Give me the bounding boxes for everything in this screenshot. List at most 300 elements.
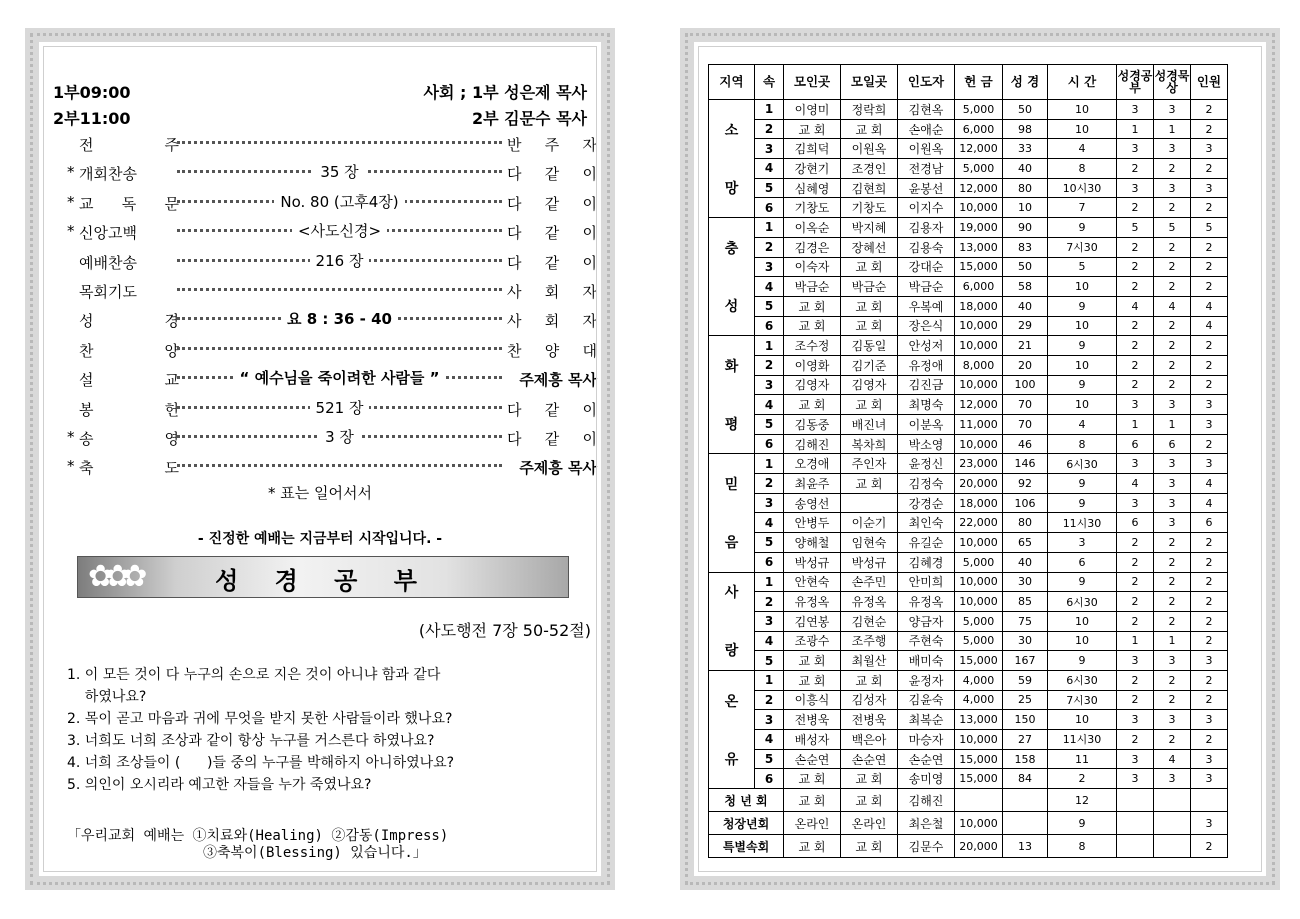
motto-line-1: 「우리교회 예배는 ①치료와(Healing) ②감동(Impress): [67, 828, 449, 844]
table-cell: 이분옥: [898, 415, 955, 435]
table-row: [709, 119, 1228, 139]
table-cell: 3: [1117, 493, 1154, 513]
table-cell: 2: [1191, 835, 1228, 858]
table-cell: 70: [1003, 415, 1048, 435]
table-cell: 5: [1191, 218, 1228, 238]
table-cell: 30: [1003, 631, 1048, 651]
table-cell: 158: [1003, 749, 1048, 769]
table-cell: 배진녀: [841, 415, 898, 435]
table-cell: 10,000: [955, 375, 1003, 395]
table-cell: 10시30: [1048, 178, 1117, 198]
table-cell: 3: [1154, 178, 1191, 198]
table-cell: 6: [1117, 513, 1154, 533]
table-cell: 김희덕: [784, 139, 841, 159]
table-cell: 3: [1191, 812, 1228, 835]
table-cell: 2: [1191, 611, 1228, 631]
service-time-1: 1부09:00: [53, 83, 131, 102]
table-cell: 3: [1154, 100, 1191, 120]
table-cell: 40: [1003, 552, 1048, 572]
table-cell: 2: [1048, 769, 1117, 789]
order-detail: 3 장: [177, 426, 502, 447]
group-name: 청장년회: [709, 812, 784, 835]
table-cell: 3: [1191, 710, 1228, 730]
cell-group-table: [708, 64, 1228, 858]
table-row: [709, 434, 1228, 454]
table-row: [709, 592, 1228, 612]
order-row: [67, 365, 597, 394]
table-cell: 기창도: [784, 198, 841, 218]
table-cell: 18,000: [955, 296, 1003, 316]
table-cell: 9: [1048, 493, 1117, 513]
table-cell: 온라인: [841, 812, 898, 835]
table-cell: 106: [1003, 493, 1048, 513]
table-cell: 20,000: [955, 835, 1003, 858]
table-cell: 4,000: [955, 690, 1003, 710]
table-row: [709, 178, 1228, 198]
table-cell: 2: [1154, 611, 1191, 631]
table-cell: 10: [1048, 611, 1117, 631]
table-cell: 교 회: [841, 316, 898, 336]
table-cell: 2: [1191, 355, 1228, 375]
table-cell: 2: [1191, 375, 1228, 395]
table-cell: 3: [1191, 139, 1228, 159]
region-name: 온 유: [709, 670, 755, 788]
table-cell: 1: [1117, 415, 1154, 435]
table-cell: 2: [1154, 198, 1191, 218]
table-cell: 5,000: [955, 631, 1003, 651]
table-cell: 2: [1154, 592, 1191, 612]
table-cell: 21: [1003, 336, 1048, 356]
table-cell: 김용숙: [898, 237, 955, 257]
table-cell: 전병욱: [784, 710, 841, 730]
table-cell: 김진금: [898, 375, 955, 395]
table-row: [709, 316, 1228, 336]
table-cell: 10,000: [955, 533, 1003, 553]
table-cell: 1: [1154, 631, 1191, 651]
group-name: 청 년 회: [709, 789, 784, 812]
table-cell: 3: [1154, 493, 1191, 513]
table-cell: 80: [1003, 178, 1048, 198]
table-cell: 12,000: [955, 139, 1003, 159]
table-cell: 임현숙: [841, 533, 898, 553]
table-cell: 2: [1117, 572, 1154, 592]
table-cell: 2: [1117, 159, 1154, 179]
table-cell: 1: [1154, 415, 1191, 435]
column-header: 시 간: [1048, 65, 1117, 100]
table-cell: 김해진: [898, 789, 955, 812]
order-row: [67, 189, 597, 218]
table-cell: 전병욱: [841, 710, 898, 730]
table-cell: 6: [755, 434, 784, 454]
table-cell: 박지혜: [841, 218, 898, 238]
table-cell: 윤정신: [898, 454, 955, 474]
table-cell: 3: [755, 139, 784, 159]
table-cell: 3: [1154, 651, 1191, 671]
table-cell: 5: [1154, 218, 1191, 238]
table-cell: 70: [1003, 395, 1048, 415]
table-cell: 2: [1117, 237, 1154, 257]
table-cell: 6: [755, 552, 784, 572]
table-cell: 교 회: [784, 835, 841, 858]
table-cell: 손주민: [841, 572, 898, 592]
bible-study-banner: [77, 556, 569, 598]
table-cell: 배성자: [784, 730, 841, 750]
table-cell: 3: [1117, 749, 1154, 769]
presider-2: 2부 김문수 목사: [471, 109, 587, 128]
table-cell: 6: [1117, 434, 1154, 454]
table-cell: 최명숙: [898, 395, 955, 415]
table-cell: 2: [1117, 611, 1154, 631]
table-cell: 교 회: [784, 296, 841, 316]
table-cell: 1: [1154, 119, 1191, 139]
table-row: [709, 572, 1228, 592]
table-row: [709, 769, 1228, 789]
question-line: 하였나요?: [67, 689, 147, 705]
left-page: [25, 28, 615, 890]
table-cell: 안병두: [784, 513, 841, 533]
table-cell: 2: [1154, 237, 1191, 257]
table-cell: 1: [755, 572, 784, 592]
table-cell: 6: [1048, 552, 1117, 572]
table-cell: 2: [1117, 277, 1154, 297]
table-cell: 2: [755, 690, 784, 710]
order-leader: 다 같 이: [507, 253, 597, 272]
table-cell: [1117, 835, 1154, 858]
table-cell: 오경애: [784, 454, 841, 474]
table-cell: 2: [1191, 434, 1228, 454]
table-cell: 교 회: [841, 769, 898, 789]
table-cell: 교 회: [784, 316, 841, 336]
table-cell: 6,000: [955, 277, 1003, 297]
table-cell: [1117, 812, 1154, 835]
table-cell: 2: [755, 355, 784, 375]
table-cell: 2: [1154, 730, 1191, 750]
table-cell: 12: [1048, 789, 1117, 812]
table-cell: 박금순: [784, 277, 841, 297]
table-cell: 김정숙: [898, 474, 955, 494]
order-row: [67, 453, 597, 482]
table-cell: 2: [1117, 670, 1154, 690]
table-row: [709, 218, 1228, 238]
order-leader: 다 같 이: [507, 224, 597, 243]
table-cell: 2: [755, 474, 784, 494]
table-cell: 1: [755, 454, 784, 474]
table-row: [709, 710, 1228, 730]
table-cell: 김해진: [784, 434, 841, 454]
table-row: [709, 198, 1228, 218]
order-leader: 다 같 이: [507, 429, 597, 448]
order-label: 목회기도: [79, 282, 137, 301]
table-cell: 46: [1003, 434, 1048, 454]
order-leader: 주제흥 목사: [519, 371, 597, 390]
table-cell: 10,000: [955, 316, 1003, 336]
table-cell: 2: [1191, 592, 1228, 612]
table-cell: 10: [1048, 277, 1117, 297]
table-cell: 기창도: [841, 198, 898, 218]
table-cell: 김동중: [784, 415, 841, 435]
table-cell: 4: [1048, 139, 1117, 159]
column-header: 모일곳: [841, 65, 898, 100]
table-cell: 온라인: [784, 812, 841, 835]
table-cell: 4: [755, 159, 784, 179]
order-row: [67, 218, 597, 247]
table-cell: 3: [1191, 395, 1228, 415]
table-cell: 1: [1117, 119, 1154, 139]
table-cell: 9: [1048, 375, 1117, 395]
leader-dots: [177, 288, 502, 291]
table-cell: 교 회: [841, 789, 898, 812]
table-cell: 8: [1048, 159, 1117, 179]
table-cell: 2: [1154, 159, 1191, 179]
table-cell: 19,000: [955, 218, 1003, 238]
table-cell: 8: [1048, 434, 1117, 454]
table-cell: 유정옥: [784, 592, 841, 612]
church-motto: [67, 828, 448, 862]
order-leader: 주제흥 목사: [519, 459, 597, 478]
table-cell: 교 회: [784, 395, 841, 415]
leader-dots: [177, 347, 502, 350]
table-cell: 10,000: [955, 198, 1003, 218]
region-name: 소 망: [709, 100, 755, 218]
table-cell: 3: [755, 375, 784, 395]
table-cell: 유길순: [898, 533, 955, 553]
table-cell: [1154, 812, 1191, 835]
table-cell: 3: [1191, 178, 1228, 198]
order-label: 예배찬송: [79, 253, 137, 272]
table-cell: 3: [1154, 769, 1191, 789]
table-cell: 이원옥: [841, 139, 898, 159]
group-row: [709, 835, 1228, 858]
table-cell: 15,000: [955, 769, 1003, 789]
table-cell: 10,000: [955, 434, 1003, 454]
table-cell: 9: [1048, 572, 1117, 592]
table-cell: 송영선: [784, 493, 841, 513]
table-cell: [1191, 789, 1228, 812]
standing-marker: *: [67, 457, 75, 476]
table-cell: 7시30: [1048, 237, 1117, 257]
table-row: [709, 375, 1228, 395]
region-name: 화 평: [709, 336, 755, 454]
table-cell: 10: [1048, 119, 1117, 139]
table-cell: 40: [1003, 296, 1048, 316]
table-cell: 2: [1117, 198, 1154, 218]
table-cell: 10,000: [955, 336, 1003, 356]
table-cell: 유정옥: [841, 592, 898, 612]
table-cell: 10,000: [955, 812, 1003, 835]
table-cell: 김성자: [841, 690, 898, 710]
standing-marker: *: [67, 427, 75, 446]
table-cell: 박소영: [898, 434, 955, 454]
table-cell: 2: [1191, 100, 1228, 120]
table-cell: 교 회: [841, 395, 898, 415]
table-cell: 2: [1117, 336, 1154, 356]
table-cell: 100: [1003, 375, 1048, 395]
table-row: [709, 237, 1228, 257]
order-row: [67, 130, 597, 159]
table-cell: 2: [1154, 690, 1191, 710]
table-cell: 손순연: [898, 749, 955, 769]
order-detail: 216 장: [177, 250, 502, 271]
table-cell: 98: [1003, 119, 1048, 139]
table-cell: 이영미: [784, 100, 841, 120]
order-label: 축 도: [79, 459, 179, 478]
table-cell: 양해철: [784, 533, 841, 553]
table-cell: 75: [1003, 611, 1048, 631]
table-cell: 10: [1048, 631, 1117, 651]
table-cell: 안성저: [898, 336, 955, 356]
table-cell: 김현희: [841, 178, 898, 198]
table-cell: 83: [1003, 237, 1048, 257]
table-row: [709, 552, 1228, 572]
table-cell: 9: [1048, 336, 1117, 356]
table-row: [709, 454, 1228, 474]
table-cell: 박성규: [841, 552, 898, 572]
table-cell: 교 회: [841, 257, 898, 277]
table-cell: 9: [1048, 218, 1117, 238]
table-cell: [1154, 835, 1191, 858]
table-cell: 25: [1003, 690, 1048, 710]
table-cell: 11시30: [1048, 730, 1117, 750]
table-row: [709, 100, 1228, 120]
table-cell: 정락희: [841, 100, 898, 120]
table-cell: 박금순: [898, 277, 955, 297]
table-row: [709, 493, 1228, 513]
column-header: 인원: [1191, 65, 1228, 100]
order-row: [67, 395, 597, 424]
order-leader: 다 같 이: [507, 165, 597, 184]
table-cell: 4: [1117, 296, 1154, 316]
order-row: [67, 248, 597, 277]
table-cell: 김기준: [841, 355, 898, 375]
order-label: 전 주: [79, 136, 179, 154]
table-cell: 이영화: [784, 355, 841, 375]
table-cell: 김연봉: [784, 611, 841, 631]
order-row: [67, 336, 597, 365]
table-cell: 2: [1117, 375, 1154, 395]
table-cell: 3: [1191, 769, 1228, 789]
table-cell: 교 회: [784, 789, 841, 812]
table-cell: 2: [1154, 552, 1191, 572]
table-cell: 10,000: [955, 592, 1003, 612]
standing-marker: *: [67, 163, 75, 182]
table-cell: 6,000: [955, 119, 1003, 139]
table-cell: 50: [1003, 257, 1048, 277]
table-cell: 김경은: [784, 237, 841, 257]
region-name: 충 성: [709, 218, 755, 336]
table-cell: 마승자: [898, 730, 955, 750]
table-cell: 최인숙: [898, 513, 955, 533]
table-cell: 8: [1048, 835, 1117, 858]
table-row: [709, 139, 1228, 159]
table-cell: 22,000: [955, 513, 1003, 533]
table-cell: 2: [1154, 336, 1191, 356]
column-header: 인도자: [898, 65, 955, 100]
table-cell: 167: [1003, 651, 1048, 671]
table-cell: 146: [1003, 454, 1048, 474]
column-header: 성 경: [1003, 65, 1048, 100]
table-cell: 5,000: [955, 611, 1003, 631]
table-cell: 김용자: [898, 218, 955, 238]
table-cell: 4: [1191, 296, 1228, 316]
question-line: 4. 너희 조상들이 ( )들 중의 누구를 박해하지 아니하였나요?: [67, 755, 455, 771]
order-leader: 사 회 자: [507, 282, 597, 301]
table-row: [709, 395, 1228, 415]
daisy-icon: ✿✿✿: [88, 559, 140, 594]
order-leader: 다 같 이: [507, 400, 597, 419]
table-cell: 송미영: [898, 769, 955, 789]
table-cell: 교 회: [841, 119, 898, 139]
table-cell: 5: [1117, 218, 1154, 238]
table-cell: 양금자: [898, 611, 955, 631]
table-cell: 백은아: [841, 730, 898, 750]
table-cell: 4: [1154, 296, 1191, 316]
table-cell: 유정애: [898, 355, 955, 375]
table-cell: 4: [1191, 316, 1228, 336]
table-cell: 교 회: [841, 474, 898, 494]
table-cell: [955, 789, 1003, 812]
column-header: 지역: [709, 65, 755, 100]
order-label: 교 독 문: [79, 194, 179, 213]
table-cell: [1003, 812, 1048, 835]
table-cell: 10: [1003, 198, 1048, 218]
leader-dots: [177, 141, 502, 144]
order-label: 개회찬송: [79, 165, 137, 184]
table-cell: 3: [1117, 178, 1154, 198]
order-label: 신앙고백: [79, 224, 137, 243]
table-cell: 전경남: [898, 159, 955, 179]
table-cell: 김현옥: [898, 100, 955, 120]
table-cell: 10: [1048, 710, 1117, 730]
banner-title: 성 경 공 부: [215, 567, 431, 595]
table-cell: 2: [1191, 572, 1228, 592]
order-row: [67, 306, 597, 335]
table-cell: 8,000: [955, 355, 1003, 375]
table-cell: [1154, 789, 1191, 812]
table-cell: 4: [1154, 749, 1191, 769]
table-row: [709, 159, 1228, 179]
table-cell: 2: [1117, 257, 1154, 277]
table-row: [709, 277, 1228, 297]
table-row: [709, 513, 1228, 533]
table-cell: 2: [1191, 198, 1228, 218]
region-name: 믿 음: [709, 454, 755, 572]
table-cell: 20: [1003, 355, 1048, 375]
table-cell: 5: [1048, 257, 1117, 277]
table-row: [709, 730, 1228, 750]
order-label: 설 교: [79, 371, 179, 390]
table-cell: 김현순: [841, 611, 898, 631]
table-cell: 6: [1191, 513, 1228, 533]
order-leader: 다 같 이: [507, 194, 597, 213]
table-cell: 10: [1048, 355, 1117, 375]
table-cell: 3: [1154, 474, 1191, 494]
order-label: 성 경: [79, 312, 179, 331]
table-cell: 80: [1003, 513, 1048, 533]
order-label: 찬 양: [79, 341, 179, 360]
column-header: 모인곳: [784, 65, 841, 100]
table-cell: 조주행: [841, 631, 898, 651]
table-cell: 7시30: [1048, 690, 1117, 710]
table-cell: 6시30: [1048, 592, 1117, 612]
table-cell: 3: [755, 493, 784, 513]
table-cell: 3: [1154, 710, 1191, 730]
table-cell: 3: [755, 710, 784, 730]
order-label: 송 영: [79, 429, 179, 448]
table-cell: 20,000: [955, 474, 1003, 494]
table-row: [709, 296, 1228, 316]
order-detail: 35 장: [177, 161, 502, 182]
table-cell: 84: [1003, 769, 1048, 789]
